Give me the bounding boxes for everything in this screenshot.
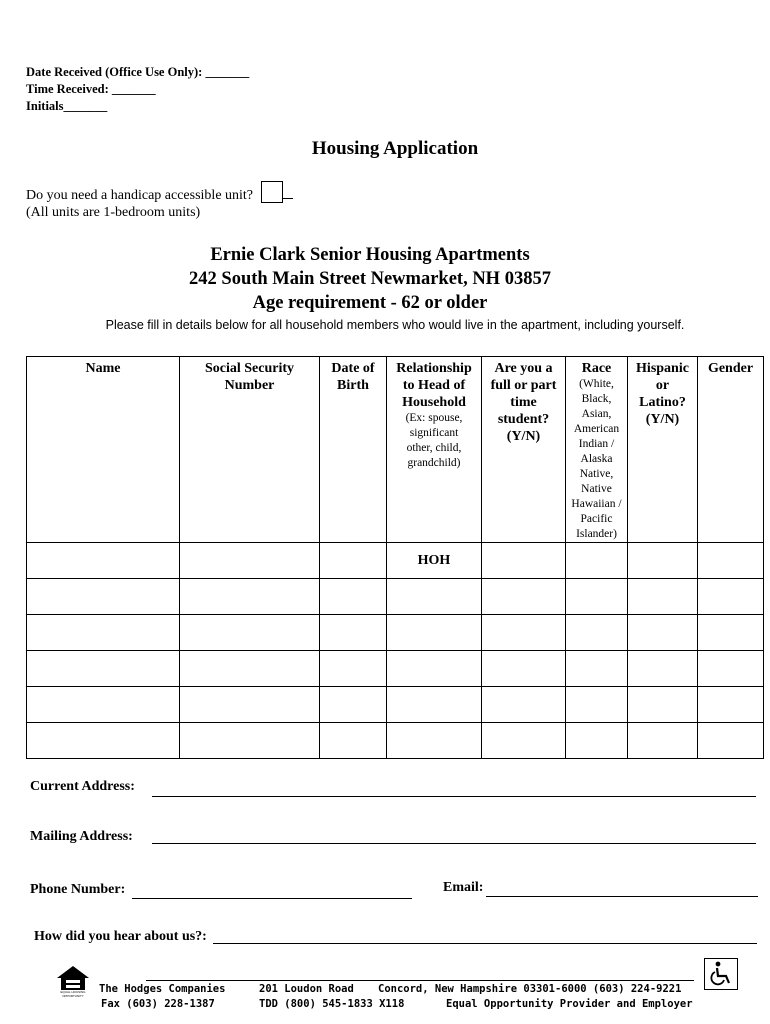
header-relationship: Relationship to Head of Household (Ex: spouse, significant other, child, grandchild) xyxy=(387,357,482,543)
handicap-checkbox[interactable] xyxy=(261,181,283,203)
cell[interactable] xyxy=(628,579,698,615)
cell[interactable] xyxy=(27,615,180,651)
cell[interactable] xyxy=(482,579,566,615)
handicap-question-row xyxy=(26,181,293,204)
cell[interactable] xyxy=(387,651,482,687)
cell[interactable] xyxy=(27,651,180,687)
cell[interactable] xyxy=(180,579,320,615)
header-hispanic: Hispanic or Latino? (Y/N) xyxy=(628,357,698,543)
cell[interactable] xyxy=(320,723,387,759)
cell[interactable] xyxy=(180,723,320,759)
cell[interactable] xyxy=(566,687,628,723)
cell[interactable] xyxy=(180,615,320,651)
phone-number-label: Phone Number: xyxy=(30,882,126,897)
cell[interactable] xyxy=(698,615,764,651)
header-ssn: Social Security Number xyxy=(180,357,320,543)
cell-student[interactable] xyxy=(482,543,566,579)
wheelchair-accessible-icon xyxy=(704,958,738,990)
household-members-table xyxy=(26,356,764,759)
current-address-field[interactable] xyxy=(152,796,756,797)
handicap-question: Do you need a handicap accessible unit? xyxy=(26,188,254,203)
header-race: Race (White, Black, Asian, American Indian / Alaska Native, Native Hawaiian / Pacific Islander) xyxy=(566,357,628,543)
cell[interactable] xyxy=(482,687,566,723)
cell[interactable] xyxy=(320,579,387,615)
table-row xyxy=(27,543,764,579)
table-row xyxy=(27,615,764,651)
heard-about-label: How did you hear about us?: xyxy=(34,929,207,944)
email-field[interactable] xyxy=(486,896,758,897)
cell[interactable] xyxy=(482,615,566,651)
cell[interactable] xyxy=(387,687,482,723)
cell-relationship-hoh: HOH xyxy=(387,543,482,579)
heard-about-field[interactable] xyxy=(213,943,757,944)
email-label: Email: xyxy=(443,880,484,895)
property-address: 242 South Main Street Newmarket, NH 03857 xyxy=(189,269,551,289)
cell-race[interactable] xyxy=(566,543,628,579)
initials-label: Initials_______ xyxy=(26,99,108,113)
race-options: (White, Black, Asian, American Indian / Alaska Native, Native Hawaiian / Pacific Islander) xyxy=(571,378,622,540)
cell[interactable] xyxy=(320,687,387,723)
header-dob: Date of Birth xyxy=(320,357,387,543)
cell[interactable] xyxy=(27,579,180,615)
date-received-label: Date Received (Office Use Only): _______ xyxy=(26,65,250,79)
cell[interactable] xyxy=(320,651,387,687)
cell[interactable] xyxy=(387,579,482,615)
cell[interactable] xyxy=(566,615,628,651)
handicap-blank-line xyxy=(283,186,293,199)
cell[interactable] xyxy=(482,723,566,759)
table-row xyxy=(27,651,764,687)
footer-eeo: Equal Opportunity Provider and Employer xyxy=(446,998,693,1010)
mailing-address-label: Mailing Address: xyxy=(30,829,133,844)
cell[interactable] xyxy=(566,651,628,687)
form-title: Housing Application xyxy=(311,138,479,159)
cell[interactable] xyxy=(566,579,628,615)
footer-fax: Fax (603) 228-1387 xyxy=(101,998,215,1010)
cell[interactable] xyxy=(27,687,180,723)
table-row xyxy=(27,723,764,759)
cell[interactable] xyxy=(180,651,320,687)
cell-dob[interactable] xyxy=(320,543,387,579)
table-row xyxy=(27,579,764,615)
property-name: Ernie Clark Senior Housing Apartments xyxy=(210,245,530,265)
cell[interactable] xyxy=(628,651,698,687)
cell[interactable] xyxy=(628,687,698,723)
header-name: Name xyxy=(27,357,180,543)
cell-name[interactable] xyxy=(27,543,180,579)
cell[interactable] xyxy=(387,615,482,651)
footer-street: 201 Loudon Road xyxy=(259,983,354,995)
cell[interactable] xyxy=(387,723,482,759)
phone-number-field[interactable] xyxy=(132,898,412,899)
cell-hispanic[interactable] xyxy=(628,543,698,579)
time-received-label: Time Received: _______ xyxy=(26,82,156,96)
cell[interactable] xyxy=(566,723,628,759)
header-gender: Gender xyxy=(698,357,764,543)
cell[interactable] xyxy=(698,579,764,615)
current-address-label: Current Address: xyxy=(30,779,135,794)
cell[interactable] xyxy=(698,723,764,759)
cell[interactable] xyxy=(482,651,566,687)
cell[interactable] xyxy=(698,651,764,687)
header-student: Are you a full or part time student? (Y/N) xyxy=(482,357,566,543)
table-row xyxy=(27,687,764,723)
cell[interactable] xyxy=(180,687,320,723)
cell[interactable] xyxy=(698,687,764,723)
cell[interactable] xyxy=(628,615,698,651)
footer-company: The Hodges Companies xyxy=(99,983,226,995)
age-requirement: Age requirement - 62 or older xyxy=(252,293,488,313)
relationship-examples: (Ex: spouse, significant other, child, grandchild) xyxy=(405,412,463,469)
equal-housing-opportunity-logo-icon: EQUAL HOUSING OPPORTUNITY xyxy=(55,964,91,998)
mailing-address-field[interactable] xyxy=(152,843,756,844)
cell[interactable] xyxy=(628,723,698,759)
footer-divider xyxy=(146,980,694,981)
cell-gender[interactable] xyxy=(698,543,764,579)
cell[interactable] xyxy=(320,615,387,651)
cell-ssn[interactable] xyxy=(180,543,320,579)
footer-city-phone: Concord, New Hampshire 03301-6000 (603) 224-9221 xyxy=(378,983,682,995)
units-note: (All units are 1-bedroom units) xyxy=(26,205,201,220)
cell[interactable] xyxy=(27,723,180,759)
office-use-block xyxy=(26,64,249,115)
instructions: Please fill in details below for all household members who would live in the apartment, including yourself. xyxy=(105,318,685,332)
footer-tdd: TDD (800) 545-1833 X118 xyxy=(259,998,405,1010)
